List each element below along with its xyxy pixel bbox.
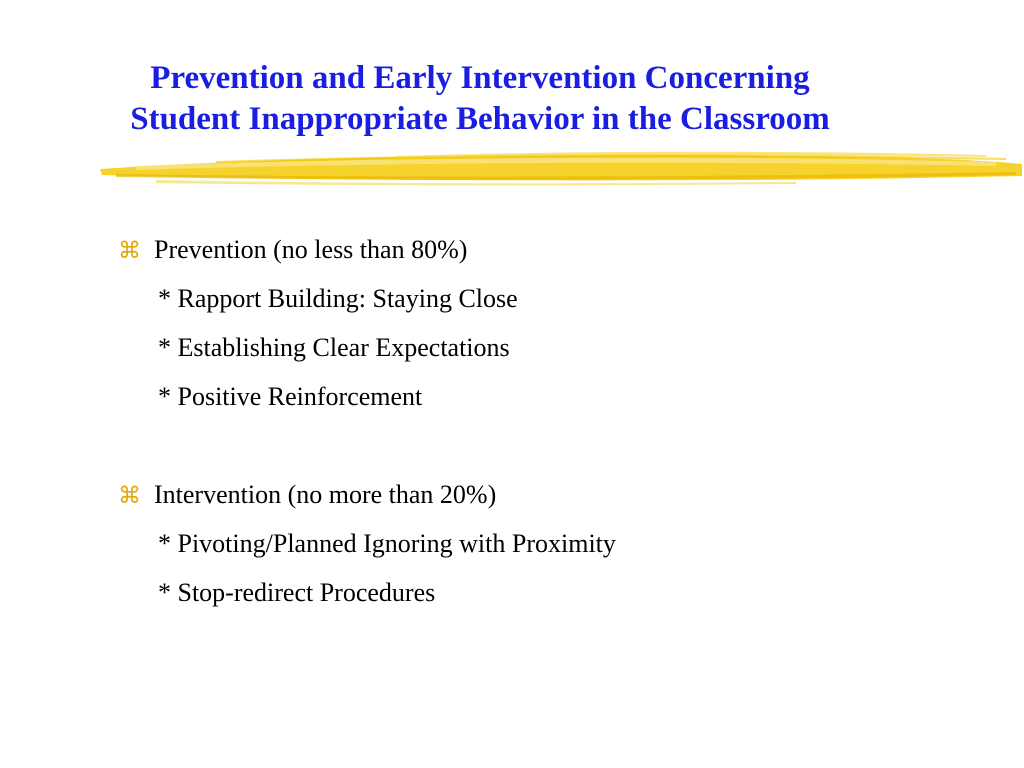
bullet-heading-text: Prevention (no less than 80%) [154,235,468,264]
title-line-2: Student Inappropriate Behavior in the Classroom [130,101,830,137]
command-key-icon: ⌘ [118,483,141,509]
bullet-content [118,230,998,671]
sub-bullet: * Pivoting/Planned Ignoring with Proximity [158,529,616,558]
sub-bullet: * Positive Reinforcement [158,382,423,411]
bullet-group-prevention [118,230,998,426]
command-key-icon: ⌘ [118,238,141,264]
bullet-heading-text: Intervention (no more than 20%) [154,480,497,509]
sub-bullet: * Establishing Clear Expectations [158,333,510,362]
sub-bullet: * Rapport Building: Staying Close [158,284,518,313]
slide-title [0,58,960,140]
yellow-brush-stroke-underline [96,144,1024,190]
bullet-heading [118,230,998,279]
sub-bullet: * Stop-redirect Procedures [158,578,436,607]
bullet-heading [118,475,998,524]
bullet-group-intervention [118,475,998,622]
title-line-1: Prevention and Early Intervention Concerning [150,60,810,96]
